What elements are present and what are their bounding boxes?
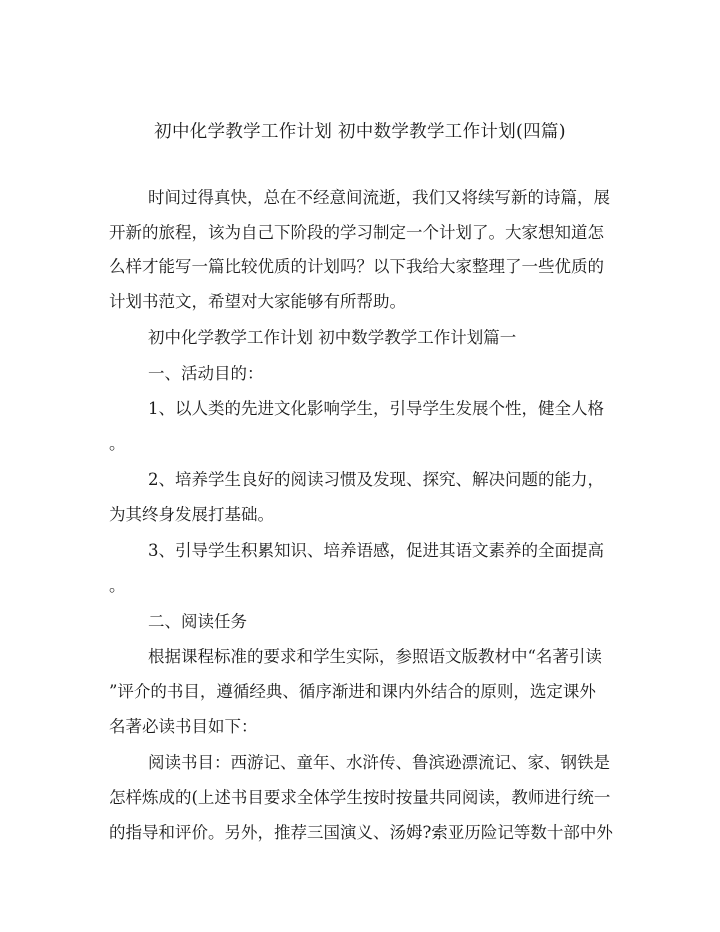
- section-heading: 初中化学教学工作计划 初中数学教学工作计划篇一: [148, 328, 517, 347]
- paragraph-line: 的指导和评价。另外，推荐三国演义、汤姆?索亚历险记等数十部中外: [109, 823, 613, 842]
- paragraph-line: 计划书范文，希望对大家能够有所帮助。: [109, 292, 406, 311]
- document-title: 初中化学教学工作计划 初中数学教学工作计划(四篇): [154, 122, 566, 142]
- paragraph-line: 时间过得真快，总在不经意间流逝，我们又将续写新的诗篇，展: [148, 188, 610, 207]
- paragraph-line: 怎样炼成的(上述书目要求全体学生按时按量共同阅读，教师进行统一: [109, 788, 611, 807]
- paragraph-line: 。: [109, 576, 126, 595]
- paragraph-line: 。: [109, 434, 126, 453]
- paragraph-line: 开新的旅程，该为自己下阶段的学习制定一个计划了。大家想知道怎: [109, 223, 604, 242]
- paragraph-line: 为其终身发展打基础。: [109, 505, 274, 524]
- section-heading: 二、阅读任务: [148, 612, 247, 631]
- paragraph-line: 根据课程标准的要求和学生实际，参照语文版教材中“名著引读: [148, 647, 602, 666]
- paragraph-line: 么样才能写一篇比较优质的计划吗？以下我给大家整理了一些优质的: [109, 257, 604, 276]
- paragraph-line: ”评介的书目，遵循经典、循序渐进和课内外结合的原则，选定课外: [109, 682, 596, 701]
- paragraph-line: 3、引导学生积累知识、培养语感，促进其语文素养的全面提高: [148, 541, 604, 560]
- paragraph-line: 阅读书目：西游记、童年、水浒传、鲁滨逊漂流记、家、钢铁是: [148, 753, 610, 772]
- section-heading: 一、活动目的：: [148, 364, 264, 383]
- paragraph-line: 1、以人类的先进文化影响学生，引导学生发展个性，健全人格: [148, 399, 604, 418]
- paragraph-line: 名著必读书目如下：: [109, 717, 258, 736]
- paragraph-line: 2、培养学生良好的阅读习惯及发现、探究、解决问题的能力，: [148, 470, 604, 489]
